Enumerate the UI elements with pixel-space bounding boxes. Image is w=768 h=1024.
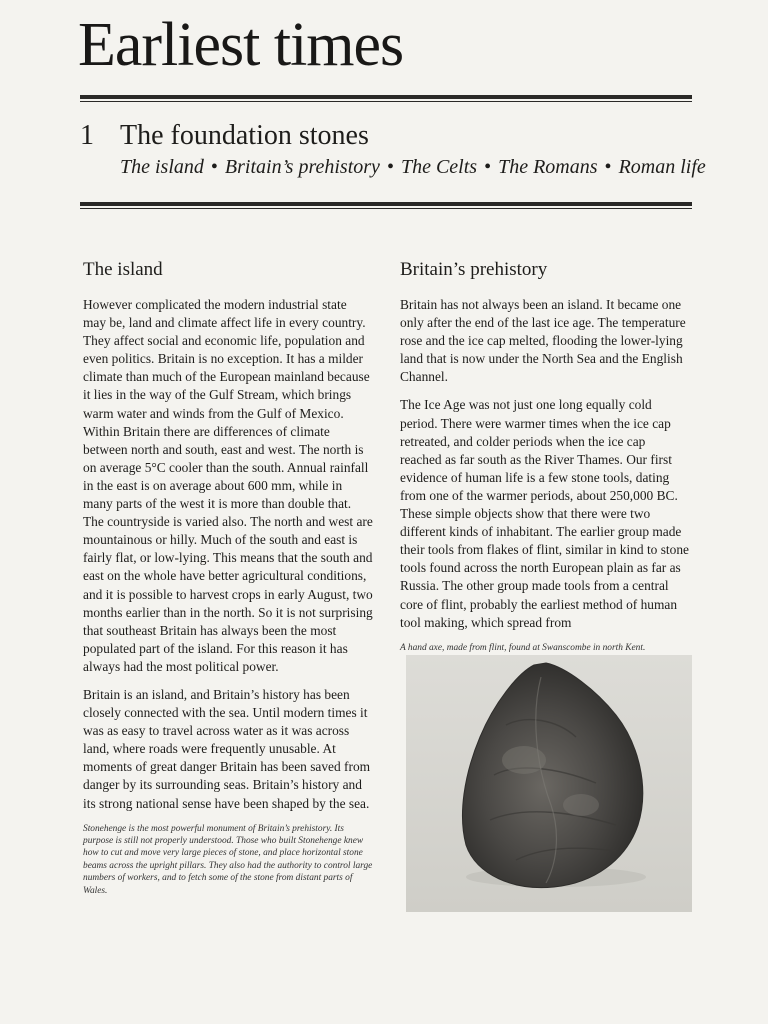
hand-axe-image [406,655,692,912]
right-column [400,258,690,664]
prehistory-paragraph-1: Britain has not always been an island. It became one only after the end of the last ice age. The temperature rose and the ice cap melted, flooding the lower-lying land that is now under the North Sea and the English Channel. [400,297,686,385]
hand-axe-photo [406,655,692,912]
chapter-title: The foundation stones [120,120,369,151]
island-paragraph-1: However complicated the modern industrial state may be, land and climate affect life in every country. They affect social and economic life, population and even politics. Britain is no exception. It has a milder climate than much of the European mainland because it lies in the way of the Gulf Stream, which brings warm water and winds from the Gulf of Mexico. Within Britain there are differences of climate between north and south, east and west. The north is on average 5°C cooler than the south. Annual rainfall in the east is on average about 600 mm, while in many parts of the west it is more than double that. The countryside is varied also. The north and west are mountainous or hilly. Much of the south and east is fairly flat, or low-lying. This means that the south and east on the whole have better agricultural conditions, and it is possible to harvest crops in early August, two months earlier than in the north. So it is not surprising that southeast Britain has always been the most populated part of the island. For this reason it has always had the most political power. [83,297,373,674]
topic-separator: • [484,156,492,178]
topic-roman-life: Roman life [618,156,706,178]
island-paragraph-2: Britain is an island, and Britain’s history has been closely connected with the sea. Until modern times it was as easy to travel across water as it was across land, where roads were frequently unusable. At moments of great danger Britain has been saved from danger by its surrounding seas. Britain’s history and its strong national sense have been shaped by the sea. [83,686,371,811]
prehistory-paragraph-2: The Ice Age was not just one long equally cold period. There were warmer times when the ice cap retreated, and colder periods when the ice cap reached as far south as the River Thames. Our first evidence of human life is a few stone tools, dating from one of the warmer periods, about 250,000 BC. These simple objects show that there were two different kinds of inhabitant. The earlier group made their tools from flakes of flint, similar in kind to stone tools found across the north European plain as far as Russia. The other group made tools from a central core of flint, probably the earliest method of human tool making, which spread from [400,397,689,630]
bottom-rule [80,202,692,209]
stonehenge-caption: Stonehenge is the most powerful monument of Britain’s prehistory. Its purpose is still not properly understood. Those who built Stonehenge knew how to cut and move very large pieces of stone, and place horizontal stone beams across the upright pillars. They also had the authority to control large numbers of workers, and to fetch some of the stone from distant parts of Wales. [83,823,373,896]
topic-separator: • [210,156,218,178]
book-title: Earliest times [78,11,404,79]
section-heading-prehistory: Britain’s prehistory [400,259,548,280]
chapter-topics [120,156,706,179]
topic-island: The island [120,156,204,178]
topic-separator: • [604,156,612,178]
hand-axe-caption: A hand axe, made from flint, found at Swanscombe in north Kent. [400,642,646,653]
topic-celts: The Celts [400,156,478,178]
topic-romans: The Romans [498,156,598,178]
section-heading-island: The island [83,259,163,280]
top-rule [80,95,692,102]
chapter-number: 1 [80,120,94,151]
topic-separator: • [386,156,394,178]
left-column [83,258,373,897]
topic-prehistory: Britain’s prehistory [224,156,380,178]
